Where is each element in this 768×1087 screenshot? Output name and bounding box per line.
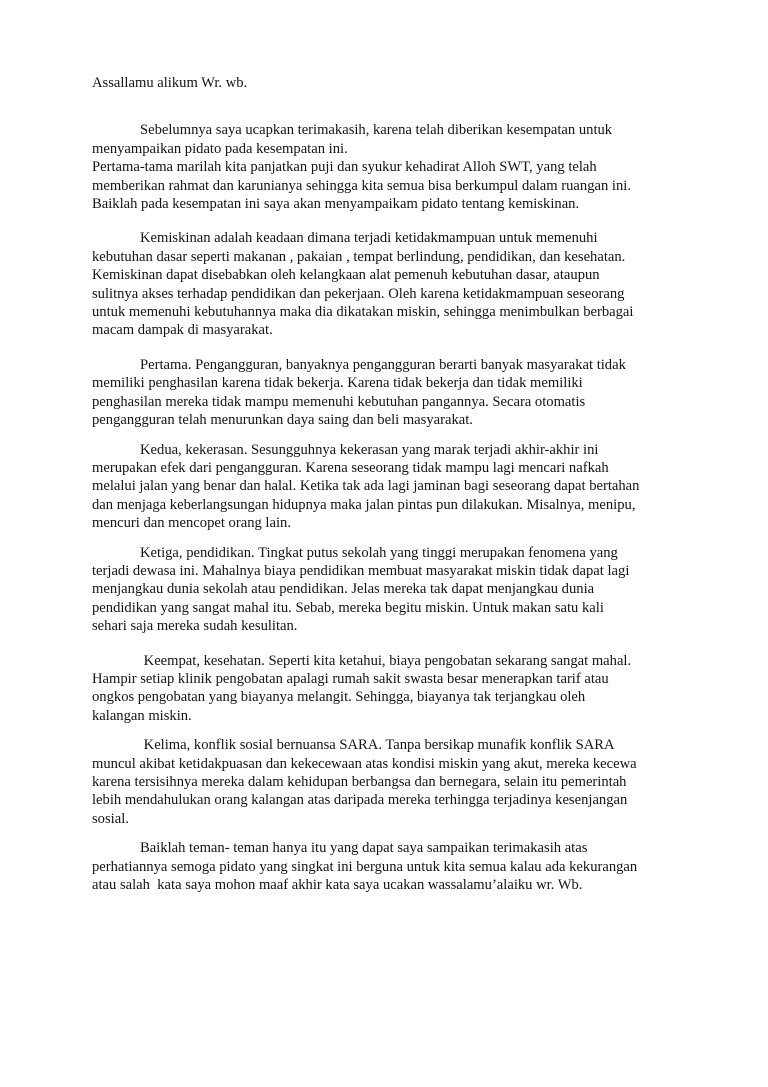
- definition-paragraph: [92, 229, 682, 339]
- text-line: Sebelumnya saya ucapkan terimakasih, karena telah diberikan kesempatan untuk: [140, 122, 613, 139]
- text-line: lebih mendahulukan orang kalangan atas daripada mereka terhingga terjadinya kesenjangan: [92, 792, 628, 809]
- text-line: Kedua, kekerasan. Sesungguhnya kekerasan yang marak terjadi akhir-akhir ini: [140, 441, 599, 458]
- text-line: memiliki penghasilan karena tidak bekerja. Karena tidak bekerja dan tidak memiliki: [92, 375, 583, 392]
- second-point-paragraph: [92, 441, 682, 533]
- text-line: untuk memenuhi kebutuhannya maka dia dikatakan miskin, sehingga menimbulkan berbagai: [92, 304, 634, 321]
- text-line: menyampaikan pidato pada kesempatan ini.: [92, 140, 348, 157]
- text-line: sehari saja mereka sudah kesulitan.: [92, 618, 298, 635]
- greeting-line: Assallamu alikum Wr. wb.: [92, 75, 248, 91]
- text-line: dan menjaga keberlangsungan hidupnya maka jalan pintas pun dilakukan. Misalnya, menipu,: [92, 496, 636, 513]
- text-line: Baiklah teman- teman hanya itu yang dapat saya sampaikan terimakasih atas: [140, 840, 588, 857]
- text-line: Pertama-tama marilah kita panjatkan puji dan syukur kehadirat Alloh SWT, yang telah: [92, 159, 597, 176]
- third-point-paragraph: [92, 544, 682, 636]
- text-line: Pertama. Pengangguran, banyaknya pengangguran berarti banyak masyarakat tidak: [140, 356, 626, 373]
- text-line: Keempat, kesehatan. Seperti kita ketahui, biaya pengobatan sekarang sangat mahal.: [140, 652, 632, 669]
- text-line: ongkos pengobatan yang biayanya melangit. Sehingga, biayanya tak terjangkau oleh: [92, 689, 586, 706]
- text-line: kalangan miskin.: [92, 707, 192, 724]
- text-line: sosial.: [92, 810, 129, 827]
- text-line: merupakan efek dari pengangguran. Karena seseorang tidak mampu lagi mencari nafkah: [92, 459, 609, 476]
- text-line: karena tersisihnya mereka dalam kehidupan berbangsa dan bernegara, selain itu pemerintah: [92, 774, 627, 790]
- closing-paragraph: [92, 839, 682, 894]
- fourth-point-paragraph: [92, 652, 682, 726]
- text-line: perhatiannya semoga pidato yang singkat ini berguna untuk kita semua kalau ada kekurangan: [92, 858, 638, 875]
- text-line: Baiklah pada kesempatan ini saya akan menyampaikam pidato tentang kemiskinan.: [92, 196, 580, 213]
- text-line: Ketiga, pendidikan. Tingkat putus sekolah yang tinggi merupakan fenomena yang: [140, 544, 618, 561]
- text-line: pengangguran telah menurunkan daya saing dan beli masyarakat.: [92, 412, 473, 429]
- text-line: mencuri dan mencopet orang lain.: [92, 515, 291, 532]
- greeting: [92, 74, 682, 92]
- fifth-point-paragraph: [92, 736, 682, 828]
- text-line: Kelima, konflik sosial bernuansa SARA. Tanpa bersikap munafik konflik SARA: [140, 737, 615, 754]
- text-line: macam dampak di masyarakat.: [92, 322, 273, 339]
- first-point-paragraph: [92, 356, 682, 430]
- text-line: Kemiskinan dapat disebabkan oleh kelangkaan alat pemenuh kebutuhan dasar, ataupun: [92, 267, 600, 284]
- text-line: memberikan rahmat dan karunianya sehingga kita semua bisa berkumpul dalam ruangan ini.: [92, 177, 631, 194]
- text-line: melalui jalan yang benar dan halal. Ketika tak ada lagi jaminan bagi seseorang dapat bertahan: [92, 478, 640, 495]
- speech-text: [92, 74, 682, 894]
- text-line: terjadi dewasa ini. Mahalnya biaya pendidikan membuat masyarakat miskin tidak dapat lagi: [92, 562, 630, 579]
- text-line: atau salah kata saya mohon maaf akhir kata saya ucakan wassalamu’alaiku wr. Wb.: [92, 877, 583, 894]
- text-line: kebutuhan dasar seperti makanan , pakaian , tempat berlindung, pendidikan, dan kesehatan.: [92, 248, 626, 265]
- text-line: Hampir setiap klinik pengobatan apalagi rumah sakit swasta besar menerapkan tarif atau: [92, 670, 609, 687]
- text-line: pendidikan yang sangat mahal itu. Sebab, mereka begitu miskin. Untuk makan satu kali: [92, 599, 604, 616]
- text-line: sulitnya akses terhadap pendidikan dan pekerjaan. Oleh karena ketidakmampuan seseorang: [92, 285, 625, 302]
- text-line: penghasilan mereka tidak mampu memenuhi kebutuhan pangannya. Secara otomatis: [92, 393, 586, 410]
- text-line: menjangkau dunia sekolah atau pendidikan. Jelas mereka tak dapat menjangkau dunia: [92, 581, 595, 598]
- text-line: muncul akibat ketidakpuasan dan kekecewaan atas kondisi miskin yang akut, mereka kecewa: [92, 755, 637, 772]
- intro-paragraph: [92, 121, 682, 213]
- text-line: Kemiskinan adalah keadaan dimana terjadi ketidakmampuan untuk memenuhi: [140, 230, 598, 247]
